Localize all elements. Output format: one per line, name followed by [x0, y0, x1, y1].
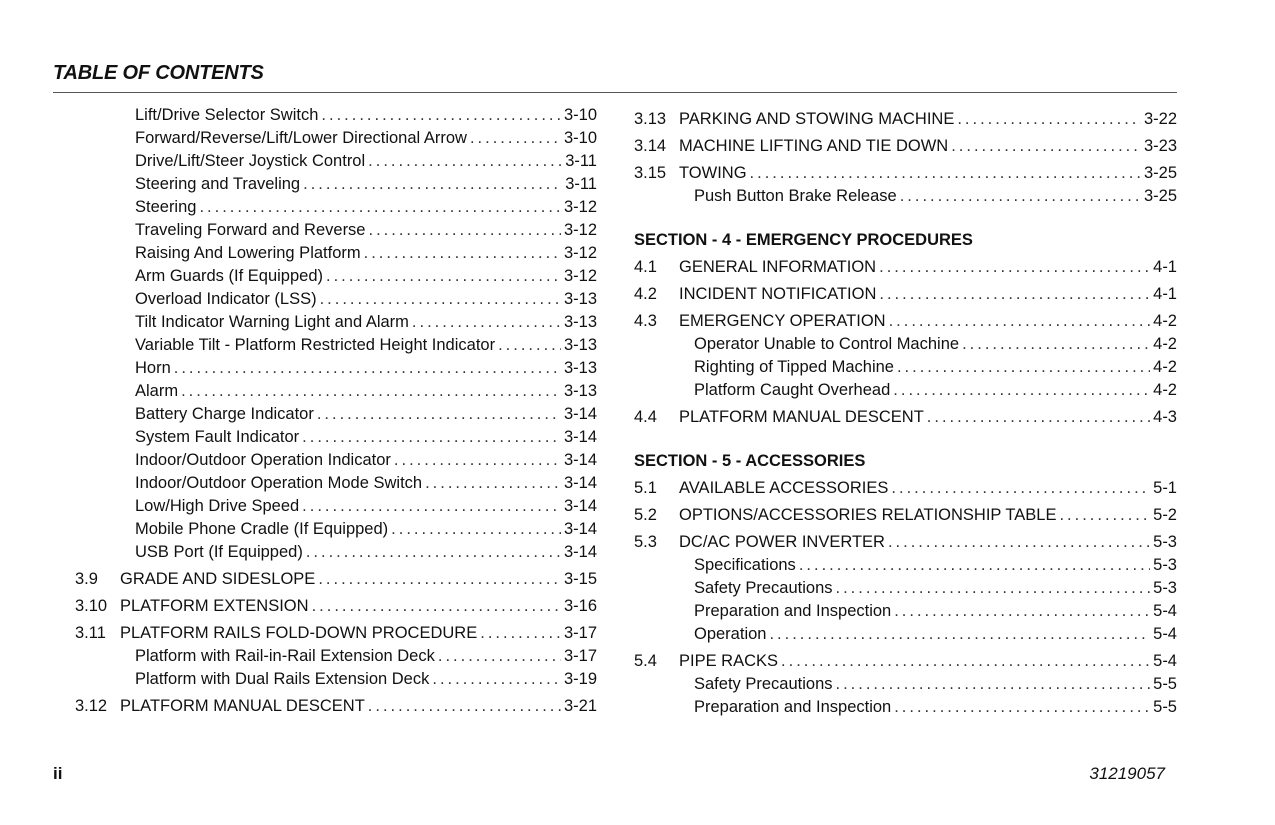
toc-subentry[interactable] — [75, 150, 597, 173]
entry-page: 4-1 — [1153, 285, 1177, 303]
dot-leader — [302, 426, 561, 449]
toc-entry[interactable] — [634, 162, 1177, 185]
entry-label: Drive/Lift/Steer Joystick Control — [135, 152, 366, 170]
dot-leader — [836, 673, 1151, 696]
toc-subentry[interactable] — [634, 623, 1177, 646]
entry-page: 5-5 — [1153, 675, 1177, 693]
toc-entry[interactable] — [634, 135, 1177, 158]
toc-subentry[interactable] — [75, 426, 597, 449]
toc-subentry[interactable] — [75, 242, 597, 265]
entry-number: 4.3 — [634, 312, 657, 330]
dot-leader — [893, 379, 1150, 402]
entry-label: Arm Guards (If Equipped) — [135, 267, 323, 285]
entry-page: 3-14 — [563, 451, 597, 469]
toc-subentry[interactable] — [634, 554, 1177, 577]
entry-page: 3-14 — [563, 497, 597, 515]
entry-label: Preparation and Inspection — [694, 698, 892, 716]
entry-label: USB Port (If Equipped) — [135, 543, 303, 561]
toc-subentry[interactable] — [634, 696, 1177, 719]
toc-entry[interactable] — [634, 256, 1177, 279]
dot-leader — [306, 541, 561, 564]
dot-leader — [799, 554, 1150, 577]
entry-label: Low/High Drive Speed — [135, 497, 300, 515]
entry-label: Steering and Traveling — [135, 175, 301, 193]
section-heading: SECTION - 5 - ACCESSORIES — [634, 452, 866, 470]
dot-leader — [312, 595, 561, 618]
dot-leader — [927, 406, 1150, 429]
toc-subentry[interactable] — [75, 645, 597, 668]
entry-page: 3-14 — [563, 543, 597, 561]
entry-number: 3.13 — [634, 110, 667, 128]
entry-label: TOWING — [679, 164, 747, 182]
entry-label: INCIDENT NOTIFICATION — [679, 285, 877, 303]
entry-label: Horn — [135, 359, 171, 377]
toc-right-column — [634, 104, 1177, 719]
toc-subentry[interactable] — [75, 334, 597, 357]
toc-subentry[interactable] — [75, 495, 597, 518]
page-title: TABLE OF CONTENTS — [53, 62, 264, 84]
entry-label: PLATFORM EXTENSION — [120, 597, 309, 615]
toc-subentry[interactable] — [634, 333, 1177, 356]
entry-number: 4.4 — [634, 408, 657, 426]
entry-page: 3-12 — [563, 221, 597, 239]
entry-page: 3-25 — [1143, 164, 1177, 182]
entry-page: 5-4 — [1153, 602, 1177, 620]
toc-subentry[interactable] — [75, 104, 597, 127]
entry-page: 3-14 — [563, 405, 597, 423]
entry-number: 3.11 — [75, 624, 106, 642]
entry-label: Safety Precautions — [694, 675, 833, 693]
toc-subentry[interactable] — [75, 219, 597, 242]
dot-leader — [174, 357, 561, 380]
entry-label: Indoor/Outdoor Operation Mode Switch — [135, 474, 423, 492]
toc-subentry[interactable] — [634, 600, 1177, 623]
toc-entry[interactable] — [634, 108, 1177, 131]
dot-leader — [470, 127, 561, 150]
entry-label: Mobile Phone Cradle (If Equipped) — [135, 520, 389, 538]
toc-subentry[interactable] — [75, 668, 597, 691]
toc-subentry[interactable] — [75, 288, 597, 311]
dot-leader — [1059, 504, 1150, 527]
entry-page: 3-12 — [563, 198, 597, 216]
entry-page: 3-13 — [563, 290, 597, 308]
entry-page: 5-4 — [1153, 652, 1177, 670]
entry-number: 5.1 — [634, 479, 657, 497]
toc-subentry[interactable] — [75, 196, 597, 219]
dot-leader — [894, 600, 1150, 623]
dot-leader — [888, 531, 1150, 554]
toc-subentry[interactable] — [75, 472, 597, 495]
entry-label: Platform Caught Overhead — [694, 381, 891, 399]
dot-leader — [897, 356, 1150, 379]
entry-page: 4-2 — [1153, 358, 1177, 376]
dot-leader — [368, 219, 560, 242]
entry-label: PLATFORM MANUAL DESCENT — [679, 408, 924, 426]
dot-leader — [957, 108, 1141, 131]
entry-number: 3.14 — [634, 137, 667, 155]
entry-label: Alarm — [135, 382, 179, 400]
entry-page: 3-17 — [563, 647, 597, 665]
dot-leader — [199, 196, 561, 219]
entry-label: GENERAL INFORMATION — [679, 258, 877, 276]
entry-label: Specifications — [694, 556, 796, 574]
dot-leader — [181, 380, 561, 403]
entry-page: 3-17 — [563, 624, 597, 642]
entry-label: Battery Charge Indicator — [135, 405, 314, 423]
entry-page: 4-3 — [1153, 408, 1177, 426]
dot-leader — [951, 135, 1141, 158]
dot-leader — [368, 150, 562, 173]
dot-leader — [317, 403, 561, 426]
toc-subentry[interactable] — [75, 265, 597, 288]
dot-leader — [302, 495, 561, 518]
entry-number: 5.3 — [634, 533, 657, 551]
entry-number: 4.2 — [634, 285, 657, 303]
entry-label: PLATFORM RAILS FOLD-DOWN PROCEDURE — [120, 624, 478, 642]
toc-entry[interactable] — [75, 595, 597, 618]
dot-leader — [303, 173, 562, 196]
entry-page: 3-14 — [563, 428, 597, 446]
entry-number: 5.4 — [634, 652, 657, 670]
entry-label: Righting of Tipped Machine — [694, 358, 894, 376]
toc-subentry[interactable] — [634, 379, 1177, 402]
entry-number: 4.1 — [634, 258, 657, 276]
entry-number: 5.2 — [634, 506, 657, 524]
toc-subentry[interactable] — [634, 185, 1177, 208]
dot-leader — [480, 622, 561, 645]
entry-page: 3-19 — [563, 670, 597, 688]
entry-label: Operation — [694, 625, 767, 643]
entry-label: Safety Precautions — [694, 579, 833, 597]
entry-label: GRADE AND SIDESLOPE — [120, 570, 316, 588]
dot-leader — [391, 518, 561, 541]
entry-label: OPTIONS/ACCESSORIES RELATIONSHIP TABLE — [679, 506, 1057, 524]
entry-page: 5-3 — [1153, 533, 1177, 551]
entry-label: Preparation and Inspection — [694, 602, 892, 620]
entry-page: 3-23 — [1143, 137, 1177, 155]
entry-page: 5-5 — [1153, 698, 1177, 716]
entry-label: PLATFORM MANUAL DESCENT — [120, 697, 365, 715]
section-heading: SECTION - 4 - EMERGENCY PROCEDURES — [634, 231, 973, 249]
entry-page: 3-25 — [1143, 187, 1177, 205]
header-rule — [53, 92, 1177, 93]
dot-leader — [364, 242, 561, 265]
toc-subentry[interactable] — [634, 356, 1177, 379]
dot-leader — [498, 334, 561, 357]
toc-subentry[interactable] — [75, 380, 597, 403]
toc-left-column — [75, 104, 597, 718]
entry-label: Raising And Lowering Platform — [135, 244, 361, 262]
dot-leader — [836, 577, 1151, 600]
entry-page: 3-14 — [563, 474, 597, 492]
entry-label: Indoor/Outdoor Operation Indicator — [135, 451, 391, 469]
toc-entry[interactable] — [75, 568, 597, 591]
toc-subentry[interactable] — [75, 518, 597, 541]
toc-entry[interactable] — [634, 283, 1177, 306]
dot-leader — [425, 472, 561, 495]
entry-page: 4-2 — [1153, 312, 1177, 330]
entry-label: PIPE RACKS — [679, 652, 779, 670]
document-number: 31219057 — [1089, 764, 1165, 783]
entry-label: DC/AC POWER INVERTER — [679, 533, 885, 551]
toc-subentry[interactable] — [75, 127, 597, 150]
entry-page: 3-12 — [563, 267, 597, 285]
entry-page: 4-2 — [1153, 381, 1177, 399]
entry-label: Lift/Drive Selector Switch — [135, 106, 319, 124]
dot-leader — [891, 477, 1150, 500]
entry-page: 3-21 — [563, 697, 597, 715]
entry-page: 3-12 — [563, 244, 597, 262]
entry-page: 5-3 — [1153, 556, 1177, 574]
dot-leader — [321, 104, 561, 127]
entry-label: Tilt Indicator Warning Light and Alarm — [135, 313, 409, 331]
entry-label: Variable Tilt - Platform Restricted Height Indicator — [135, 336, 496, 354]
entry-page: 3-22 — [1143, 110, 1177, 128]
entry-page: 3-13 — [563, 336, 597, 354]
dot-leader — [962, 333, 1150, 356]
entry-label: PARKING AND STOWING MACHINE — [679, 110, 955, 128]
toc-subentry[interactable] — [634, 673, 1177, 696]
entry-page: 3-11 — [565, 175, 597, 193]
toc-entry[interactable] — [75, 622, 597, 645]
entry-label: Push Button Brake Release — [694, 187, 897, 205]
toc-entry[interactable] — [75, 695, 597, 718]
entry-page: 4-1 — [1153, 258, 1177, 276]
entry-label: Forward/Reverse/Lift/Lower Directional Arrow — [135, 129, 467, 147]
dot-leader — [894, 696, 1150, 719]
toc-subentry[interactable] — [75, 403, 597, 426]
entry-number: 3.12 — [75, 697, 108, 715]
entry-page: 3-15 — [563, 570, 597, 588]
dot-leader — [394, 449, 561, 472]
entry-page: 3-13 — [563, 313, 597, 331]
entry-page: 3-11 — [565, 152, 597, 170]
dot-leader — [438, 645, 561, 668]
entry-label: AVAILABLE ACCESSORIES — [679, 479, 889, 497]
entry-label: Steering — [135, 198, 197, 216]
toc-entry[interactable] — [634, 650, 1177, 673]
entry-label: System Fault Indicator — [135, 428, 300, 446]
dot-leader — [879, 256, 1150, 279]
entry-number: 3.15 — [634, 164, 667, 182]
entry-page: 4-2 — [1153, 335, 1177, 353]
dot-leader — [368, 695, 561, 718]
entry-page: 3-14 — [563, 520, 597, 538]
toc-entry[interactable] — [634, 531, 1177, 554]
dot-leader — [750, 162, 1141, 185]
entry-page: 3-10 — [563, 129, 597, 147]
dot-leader — [320, 288, 561, 311]
dot-leader — [781, 650, 1150, 673]
dot-leader — [889, 310, 1151, 333]
toc-entry[interactable] — [634, 406, 1177, 429]
toc-subentry[interactable] — [75, 173, 597, 196]
entry-page: 3-13 — [563, 382, 597, 400]
toc-subentry[interactable] — [75, 357, 597, 380]
entry-label: Operator Unable to Control Machine — [694, 335, 960, 353]
entry-page: 3-13 — [563, 359, 597, 377]
entry-label: Platform with Dual Rails Extension Deck — [135, 670, 430, 688]
page-number: ii — [53, 764, 63, 783]
toc-entry[interactable] — [634, 477, 1177, 500]
entry-label: MACHINE LIFTING AND TIE DOWN — [679, 137, 949, 155]
entry-page: 5-3 — [1153, 579, 1177, 597]
toc-entry[interactable] — [634, 504, 1177, 527]
dot-leader — [412, 311, 561, 334]
entry-page: 5-1 — [1153, 479, 1177, 497]
entry-label: Overload Indicator (LSS) — [135, 290, 317, 308]
entry-page: 5-2 — [1153, 506, 1177, 524]
entry-number: 3.10 — [75, 597, 108, 615]
entry-page: 3-16 — [563, 597, 597, 615]
dot-leader — [879, 283, 1150, 306]
dot-leader — [318, 568, 561, 591]
dot-leader — [432, 668, 561, 691]
dot-leader — [769, 623, 1150, 646]
toc-subentry[interactable] — [75, 541, 597, 564]
toc-entry[interactable] — [634, 310, 1177, 333]
entry-label: Traveling Forward and Reverse — [135, 221, 366, 239]
toc-subentry[interactable] — [75, 311, 597, 334]
entry-label: EMERGENCY OPERATION — [679, 312, 886, 330]
entry-page: 3-10 — [563, 106, 597, 124]
dot-leader — [900, 185, 1141, 208]
dot-leader — [326, 265, 561, 288]
toc-subentry[interactable] — [75, 449, 597, 472]
entry-number: 3.9 — [75, 570, 98, 588]
entry-page: 5-4 — [1153, 625, 1177, 643]
toc-subentry[interactable] — [634, 577, 1177, 600]
entry-label: Platform with Rail-in-Rail Extension Deck — [135, 647, 435, 665]
